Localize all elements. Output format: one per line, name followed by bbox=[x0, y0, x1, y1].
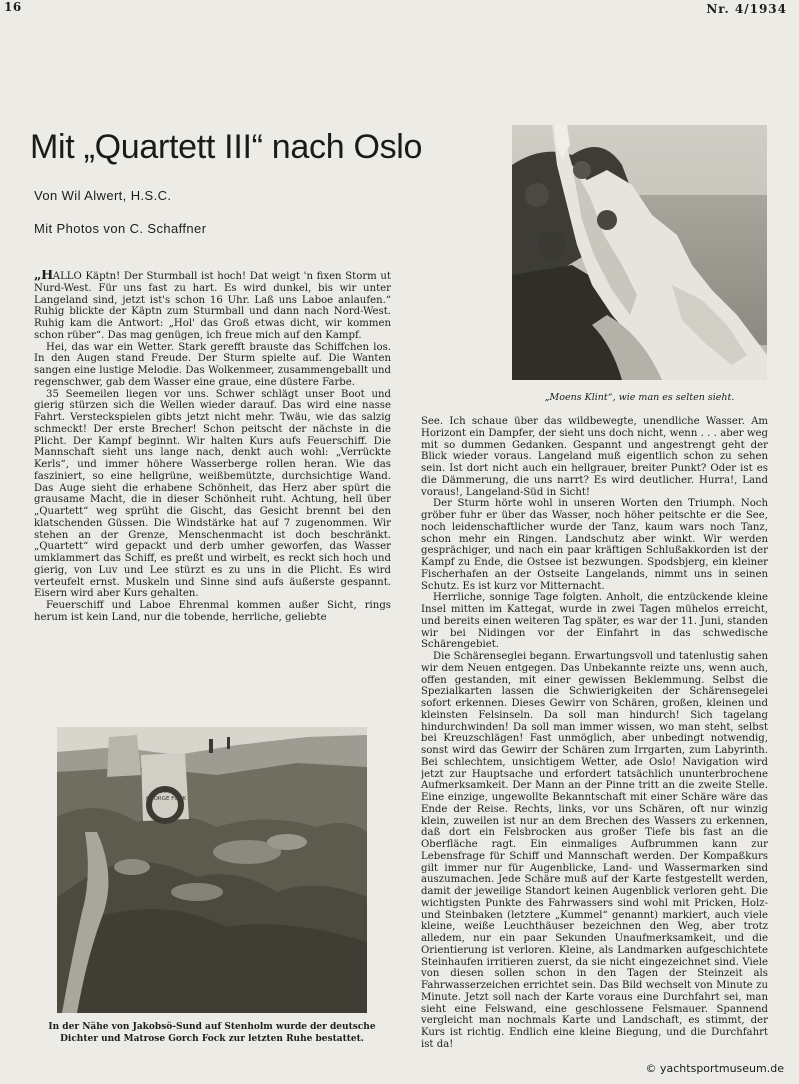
paragraph: Der Sturm hörte wohl in unseren Worten den Triumph. Noch gröber fuhr er über das Wasser, noch höher peitschte er die See, noch leidenschaftlicher wurde der Tanz, kaum wars noch Tanz, schon mehr ein Ringen. Landschutz aber winkt. Wir werden gesprächiger, und nach ein paar kräftigen Schlußakkorden ist der Kampf zu Ende, die Ostsee ist bezwungen. Spodsbjerg, ein kleiner Fischerhafen an der Ostseite Langelands, nimmt uns in seinen Schutz. Es ist kurz vor Mitternacht. bbox=[421, 498, 768, 592]
headstone-inscription-line: KAMO bbox=[157, 789, 175, 795]
lead-paragraph bbox=[34, 270, 391, 342]
article-title: Mit „Quartett III“ nach Oslo bbox=[30, 128, 423, 166]
copyright-watermark: © yachtsportmuseum.de bbox=[643, 1061, 787, 1076]
paragraph: 35 Seemeilen liegen vor uns. Schwer schlägt unser Boot und gierig stürzen sich die Wellen wieder darauf. Das wird eine nasse Fahrt. Versteckspielen gibts jetzt nicht mehr. Twäu, wie das salzig schmeckt! Der erste Brecher! Schon peitscht der nächste in die Plicht. Der Kampf beginnt. Wir halten Kurs aufs Feuerschiff. Die Mannschaft sieht uns lange nach, denkt auch wohl: „Verrückte Kerls“, und immer höhere Wasserberge rollen heran. Wie das fasziniert, so eine hellgrüne, weißbemützte, durchsichtige Wand. Das Auge sieht die erhabene Schönheit, das Herz aber spürt die grausame Macht, die in dieser Schönheit ruht. Achtung, hell über „Quartett“ weg sprüht die Gischt, das Gesicht brennt bei den klatschenden Güssen. Die Windstärke hat auf 7 zugenommen. Wir stehen an der Grenze, Menschenmacht ist doch beschränkt. „Quartett“ wird gepackt und derb umher geworfen, das Wasser umklammert das Schiff, es preßt und wirbelt, es reckt sich hoch und gierig, von Luv und Lee stürzt es zu uns in die Plicht. Es wird verteufelt ernst. Muskeln und Sinne sind aufs äußerste gespannt. Eisern wird aber Kurs gehalten. bbox=[34, 388, 391, 600]
issue-number: Nr. 4/1934 bbox=[706, 2, 787, 16]
cliff-illustration bbox=[512, 125, 767, 380]
paragraph: See. Ich schaue über das wildbewegte, unendliche Wasser. Am Horizont ein Dampfer, der sieht uns doch nicht, wenn . . . aber weg mit so dummen Gedanken. Gespannt und angestrengt geht der Blick wieder voraus. Langeland muß eigentlich schon zu sehen sein. Ist dort nicht auch ein hellgrauer, breiter Punkt? Oder ist es die Dämmerung, die uns narrt? Es wird deutlicher. Hurra!, Land voraus!, Langeland-Süd in Sicht! bbox=[421, 416, 768, 498]
page-number: 16 bbox=[4, 0, 22, 14]
gravesite-photo bbox=[57, 727, 367, 1013]
cliff-photo bbox=[512, 125, 767, 380]
right-text-column bbox=[421, 416, 768, 1054]
cliff-photo-caption: „Moens Klint“, wie man es selten sieht. bbox=[544, 392, 735, 403]
paragraph: Feuerschiff und Laboe Ehrenmal kommen außer Sicht, rings herum ist kein Land, nur die tobende, herrliche, geliebte bbox=[34, 600, 391, 623]
gravesite-illustration bbox=[57, 727, 367, 1013]
lead-paragraph-text: ALLO Käptn! Der Sturmball ist hoch! Dat weigt 'n fixen Storm ut Nurd-West. Für uns fast zu hart. Es wird dunkel, bis wir unter Langeland sind, jetzt ist's schon 16 Uhr. Laß uns Laboe anlaufen.“ Ruhig blickte der Käptn zum Sturmball und dann nach Nord-West. Ruhig kam die Antwort: „Hol' das Groß etwas dicht, wir kommen schon rüber“. Das mag genügen, ich freue mich auf den Kampf. bbox=[34, 271, 391, 341]
author-byline: Von Wil Alwert, H.S.C. bbox=[34, 188, 172, 203]
paragraph: Herrliche, sonnige Tage folgten. Anholt, die entzückende kleine Insel mitten im Kattegat, wurde in zwei Tagen mühelos erreicht, und bereits einen weiteren Tag später, es war der 11. Juni, standen wir bei Nidingen vor der Einfahrt in das schwedische Schärengebiet. bbox=[421, 592, 768, 651]
photo-credit: Mit Photos von C. Schaffner bbox=[34, 221, 207, 236]
gravesite-photo-caption: In der Nähe von Jakobsö-Sund auf Stenholm wurde der deutsche Dichter und Matrose Gorch Fock zur letzten Ruhe bestattet. bbox=[48, 1022, 376, 1044]
headstone-inscription-line: GEORGE FOCK bbox=[145, 796, 187, 802]
paragraph: Die Schärenseglei begann. Erwartungsvoll und tatenlustig sahen wir dem Neuen entgegen. Das Unbekannte reizte uns, wenn auch, offen gestanden, mit einer gewissen Beklemmung. Selbst die Spezialkarten lassen die Schwierigkeiten der Schärensegelei sofort erkennen. Dieses Gewirr von Schären, großen, kleinen und kleinsten Felsinseln. Da soll man hindurch! Sich tagelang hindurchwinden! Da soll man immer wissen, wo man steht, selbst bei Kreuzschlägen! Fast unmöglich, aber unbedingt notwendig, sonst wird das Gewirr der Schären zum Irrgarten, zum Labyrinth. Bei schlechtem, unsichtigem Wetter, ade Oslo! Navigation wird jetzt zur Hauptsache und erfordert tatsächlich ununterbrochene Aufmerksamkeit. Der Mann an der Pinne tritt an die zweite Stelle. Eine einzige, ungewollte Bekanntschaft mit einer Schäre wäre das Ende der Reise. Rechts, links, vor uns Schären, oft nur winzig klein, zuweilen ist nur an dem Brechen des Wassers zu erkennen, daß dort ein Felsbrocken aus großer Tiefe bis fast an die Oberfläche ragt. Ein einmaliges Aufbrummen kann zur Lebensfrage für Schiff und Mannschaft werden. Der Kompaßkurs gilt immer nur für Augenblicke, Land- und Wassermarken sind auszumachen. Jede Schäre muß auf der Karte festgestellt werden, damit der jeweilige Standort keinen Augenblick verloren geht. Die wichtigsten Punkte des Fahrwassers sind wohl mit Pricken, Holz- und Steinbaken (letztere „Kummel“ genannt) markiert, auch viele kleine, weiße Leuchthäuser bezeichnen den Weg, aber trotz alledem, nur ein paar Sekunden Unaufmerksamkeit, und die Orientierung ist verloren. Kleine, als Landmarken aufgeschichtete Steinhaufen irritieren zuerst, da sie nicht eingezeichnet sind. Viele von diesen sollen schon in den Tagen der Steinzeit als Fahrwasserzeichen errichtet sein. Das Bild wechselt von Minute zu Minute. Jetzt soll nach der Karte voraus eine Durchfahrt sei, man sieht eine Felswand, eine geschlossene Felsmauer. Spannend vergleicht man nochmals Karte und Landschaft, es stimmt, der Kurs ist richtig. Endlich eine kleine Biegung, und die Durchfahrt ist da! bbox=[421, 651, 768, 1050]
paragraph: Hei, das war ein Wetter. Stark gerefft brauste das Schiffchen los. In den Augen stand Freude. Der Sturm spielte auf. Die Wanten sangen eine lustige Melodie. Das Wolkenmeer, zusammengeballt und regenschwer, gab dem Wasser eine graue, eine düstere Farbe. bbox=[34, 341, 391, 388]
drop-cap: „H bbox=[34, 270, 53, 283]
left-text-column bbox=[34, 270, 391, 653]
headstone-inscription bbox=[143, 789, 189, 803]
